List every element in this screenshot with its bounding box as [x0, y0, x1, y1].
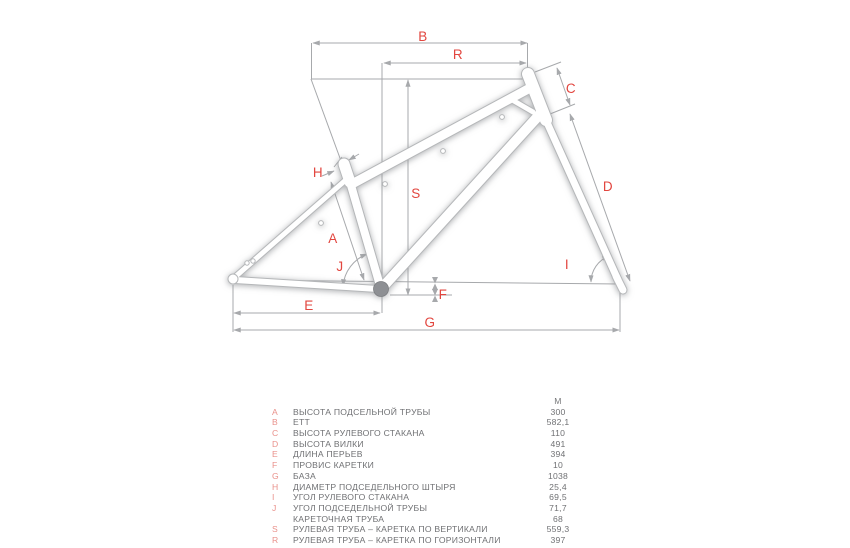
dim-label-a: A: [328, 231, 338, 246]
table-header-row: [272, 396, 588, 407]
row-letter: S: [272, 524, 278, 535]
dim-label-d: D: [602, 179, 614, 194]
size-column-header: M: [554, 396, 562, 406]
row-letter: A: [272, 406, 278, 417]
row-name: ВЫСОТА ПОДСЕЛЬНОЙ ТРУБЫ: [293, 406, 431, 417]
table-row: [272, 482, 588, 493]
table-row: [272, 524, 588, 535]
header-letter-cell: [272, 396, 293, 407]
dim-label-f: F: [438, 287, 448, 302]
table-row: [272, 503, 588, 514]
dim-label-i: I: [564, 257, 570, 272]
dim-f-marks: [432, 277, 438, 302]
seat-collar: [344, 164, 350, 182]
row-letter: D: [272, 438, 279, 449]
row-name: РУЛЕВАЯ ТРУБА – КАРЕТКА ПО ВЕРТИКАЛИ: [293, 524, 488, 535]
header-name-cell: [293, 396, 528, 407]
row-name: РУЛЕВАЯ ТРУБА – КАРЕТКА ПО ГОРИЗОНТАЛИ: [293, 534, 501, 545]
row-name: ВЫСОТА ВИЛКИ: [293, 438, 364, 449]
row-letter: H: [272, 481, 279, 492]
table-row: [272, 439, 588, 450]
row-letter: B: [272, 417, 278, 428]
dim-label-j: J: [336, 259, 344, 274]
row-value: 69,5: [549, 492, 567, 503]
table-row: [272, 514, 588, 525]
table-row: [272, 492, 588, 503]
row-value: 491: [550, 438, 566, 449]
dim-label-b: B: [418, 29, 428, 44]
dim-label-g: G: [424, 315, 436, 330]
rear-dropout: [228, 274, 238, 284]
row-letter: J: [272, 502, 277, 513]
cable-guide: [500, 115, 505, 120]
row-name: УГОЛ ПОДСЕДЕЛЬНОЙ ТРУБЫ: [293, 502, 428, 513]
down-tube: [381, 113, 541, 289]
row-name: ВЫСОТА РУЛЕВОГО СТАКАНА: [293, 428, 425, 439]
row-value: 300: [550, 406, 566, 417]
row-letter: E: [272, 449, 278, 460]
row-name: ДИАМЕТР ПОДСЕДЕЛЬНОГО ШТЫРЯ: [293, 481, 456, 492]
table-row: [272, 417, 588, 428]
table-row: [272, 407, 588, 418]
row-letter: I: [272, 492, 275, 503]
bottom-bracket: [374, 282, 389, 297]
row-value: 1038: [547, 470, 569, 481]
row-value: 582,1: [546, 417, 570, 428]
dim-label-s: S: [411, 186, 421, 201]
cable-guide: [319, 221, 324, 226]
dim-h-arrow-left: [322, 171, 334, 176]
row-name: ДЛИНА ПЕРЬЕВ: [293, 449, 363, 460]
row-value: 397: [550, 534, 566, 545]
row-value: 559,3: [546, 524, 570, 535]
row-letter: C: [272, 428, 279, 439]
bike-frame: [228, 74, 623, 297]
row-value: 25,4: [549, 481, 567, 492]
table-row: [272, 460, 588, 471]
cable-guide: [383, 182, 388, 187]
geometry-table: [272, 396, 588, 546]
row-name: ЕТТ: [293, 417, 310, 428]
row-name: УГОЛ РУЛЕВОГО СТАКАНА: [293, 492, 410, 503]
dim-label-c: C: [565, 81, 577, 96]
fork-blade: [545, 118, 618, 280]
dim-label-e: E: [304, 298, 314, 313]
dim-label-r: R: [452, 47, 464, 62]
row-value: 394: [550, 449, 566, 460]
row-letter: [272, 514, 293, 525]
row-name: КАРЕТОЧНАЯ ТРУБА: [293, 513, 385, 524]
dim-h-arrow-right: [349, 154, 359, 160]
row-name: ПРОВИС КАРЕТКИ: [293, 460, 375, 471]
dim-label-h: H: [312, 165, 324, 180]
row-value: 68: [552, 513, 564, 524]
row-letter: F: [272, 460, 278, 471]
row-value: 10: [552, 460, 564, 471]
table-row: [272, 428, 588, 439]
table-row: [272, 471, 588, 482]
table-row: [272, 535, 588, 546]
top-tube: [352, 88, 530, 184]
cable-guide: [441, 149, 446, 154]
table-row: [272, 449, 588, 460]
row-letter: G: [272, 470, 279, 481]
row-name: БАЗА: [293, 470, 317, 481]
row-value: 110: [550, 428, 566, 439]
row-letter: R: [272, 534, 279, 545]
row-value: 71,7: [549, 502, 567, 513]
